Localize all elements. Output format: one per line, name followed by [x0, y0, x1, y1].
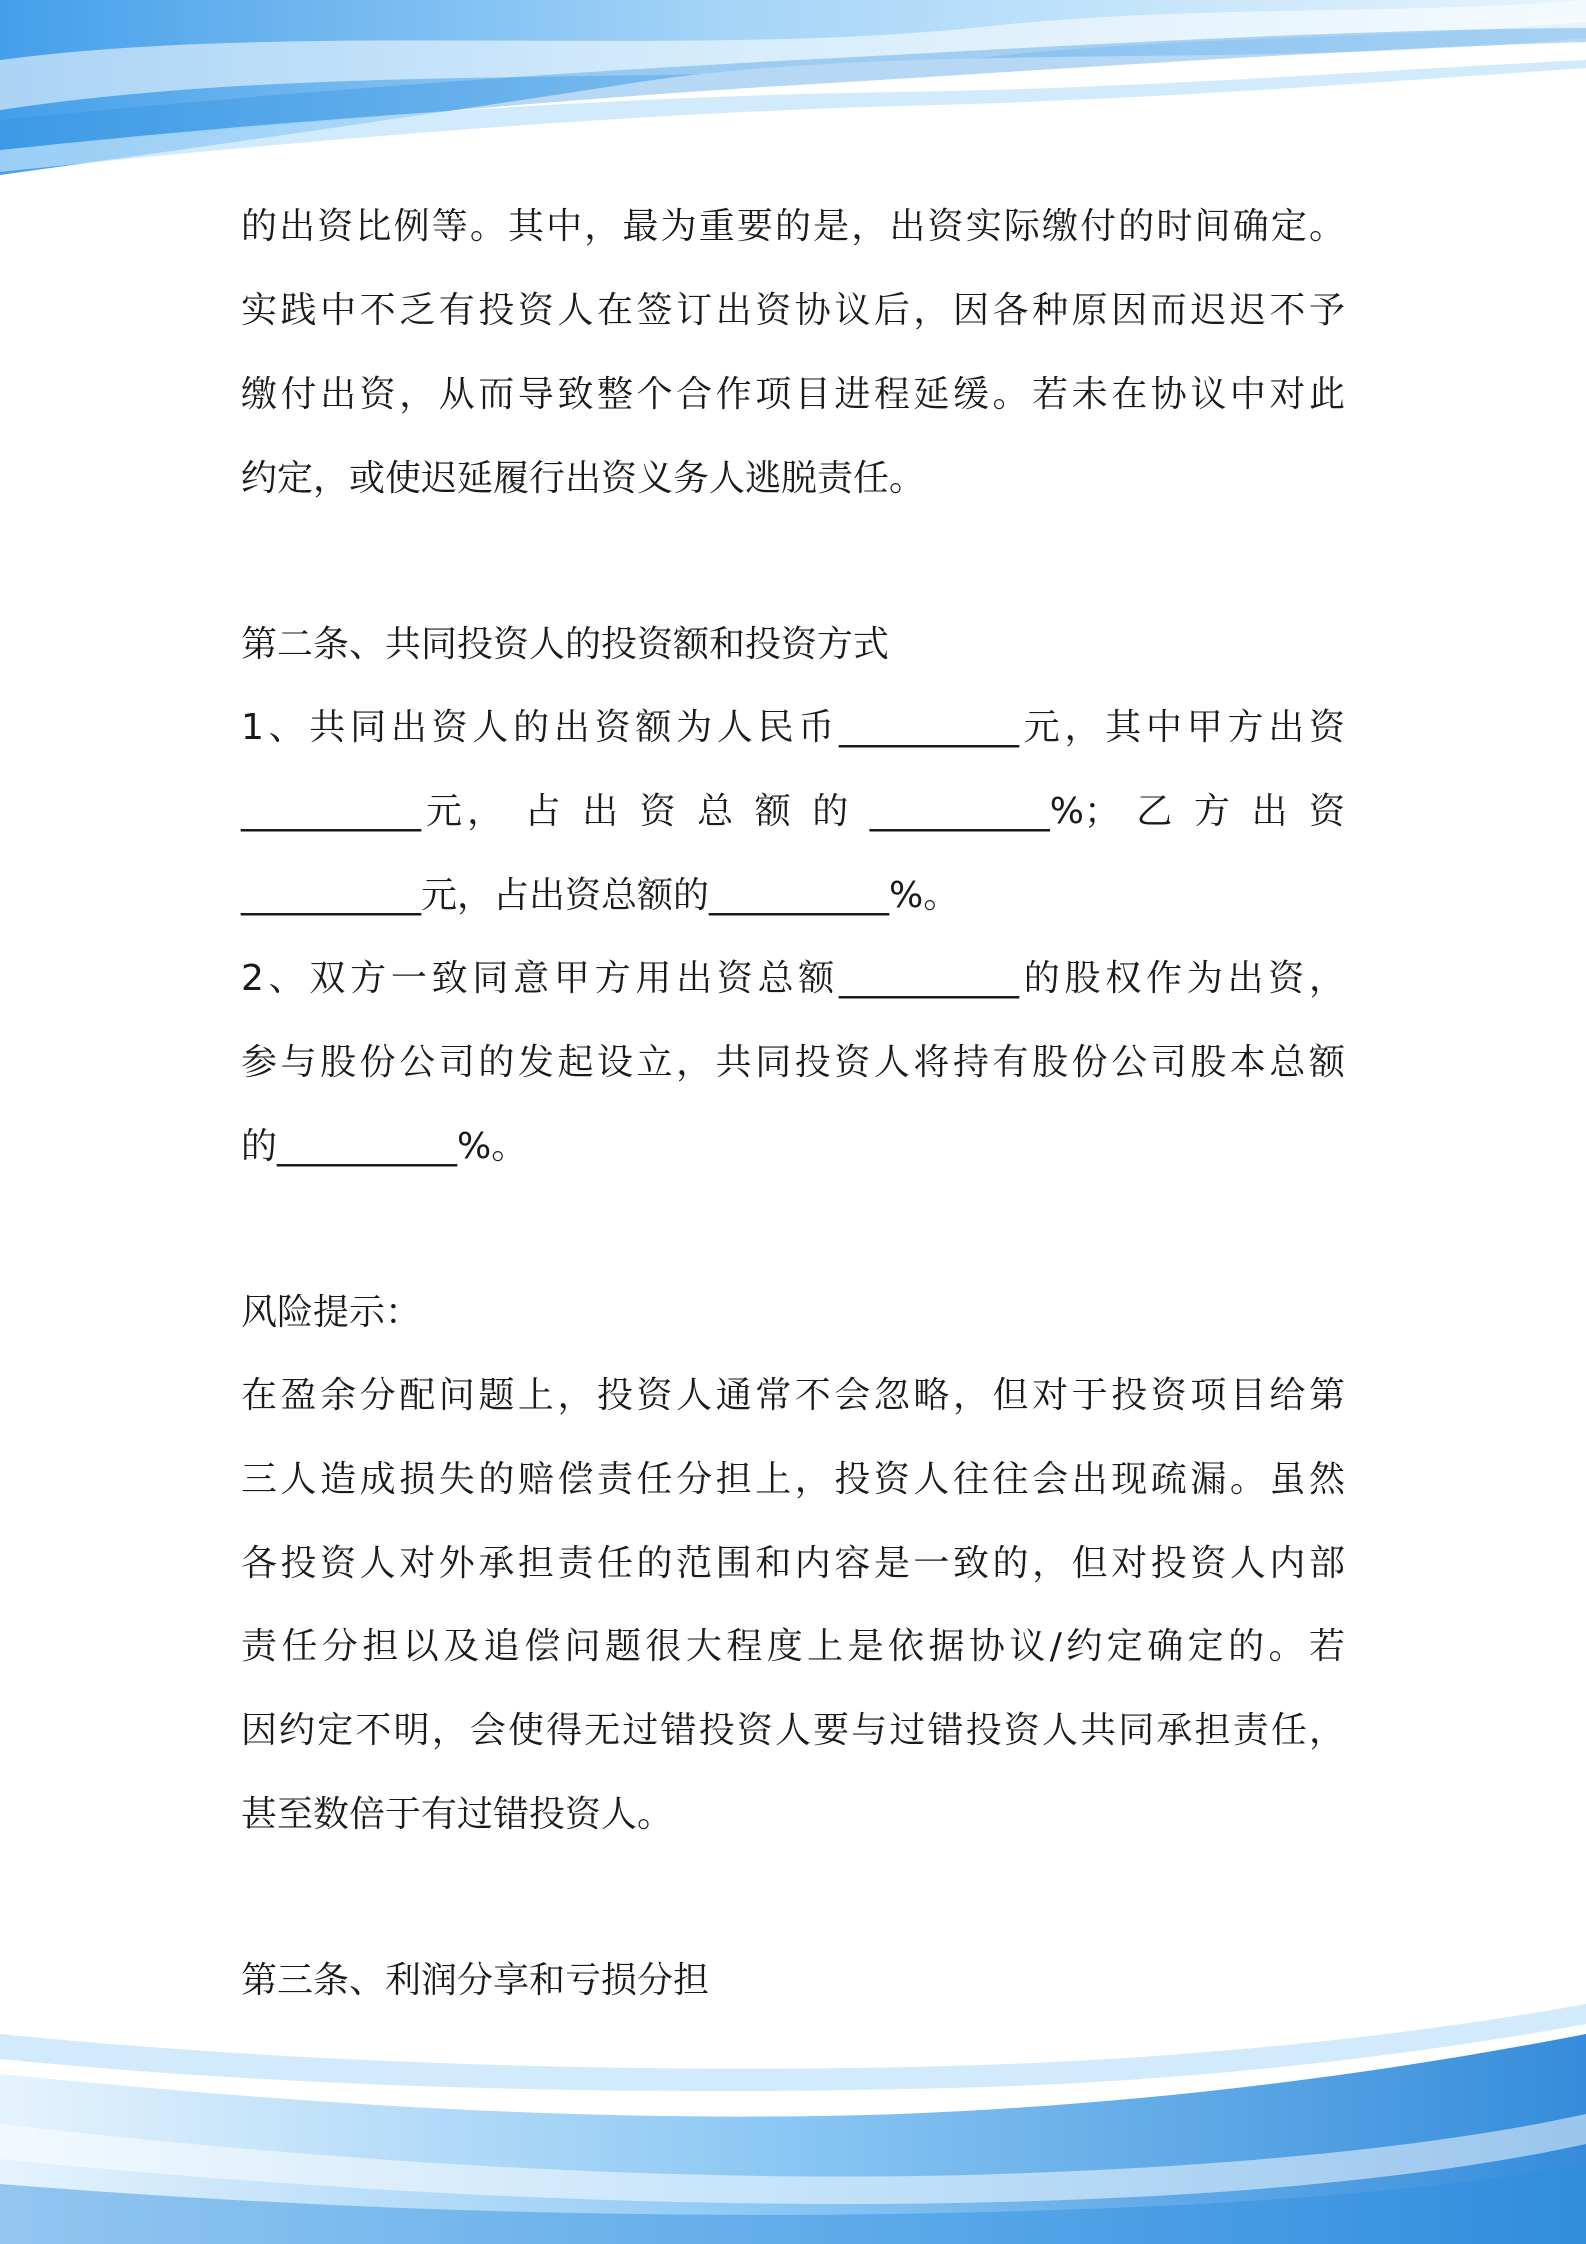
article-2-line: __________元，占出资总额的__________%。 [241, 875, 960, 916]
risk-line: 甚至数倍于有过错投资人。 [241, 1794, 674, 1835]
article-2-heading: 第二条、共同投资人的投资额和投资方式 [241, 624, 890, 665]
paragraph-line: 缴付出资，从而导致整个合作项目进程延缓。若未在协议中对此 [241, 374, 1345, 415]
header-wave-decoration [0, 0, 1586, 190]
article-2-line: 的__________%。 [241, 1126, 528, 1167]
risk-line: 三人造成损失的赔偿责任分担上，投资人往往会出现疏漏。虽然 [241, 1459, 1345, 1500]
risk-line: 在盈余分配问题上，投资人通常不会忽略，但对于投资项目给第 [241, 1375, 1345, 1416]
paragraph-line: 实践中不乏有投资人在签订出资协议后，因各种原因而迟迟不予 [241, 290, 1345, 331]
article-3-heading: 第三条、利润分享和亏损分担 [241, 1960, 710, 2001]
risk-heading: 风险提示： [241, 1292, 422, 1333]
risk-line: 责任分担以及追偿问题很大程度上是依据协议/约定确定的。若 [241, 1626, 1345, 1667]
risk-line: 因约定不明，会使得无过错投资人要与过错投资人共同承担责任， [241, 1710, 1345, 1751]
footer-wave-decoration [0, 1954, 1586, 2244]
article-2-line: 2、双方一致同意甲方用出资总额__________的股权作为出资， [241, 958, 1345, 999]
paragraph-line: 的出资比例等。其中，最为重要的是，出资实际缴付的时间确定。 [241, 206, 1345, 247]
article-2-line: 1、共同出资人的出资额为人民币__________元，其中甲方出资 [241, 707, 1345, 748]
article-2-line: __________元， 占 出 资 总 额 的 __________%； 乙 方 出 资 [241, 791, 1345, 832]
paragraph-line: 约定，或使迟延履行出资义务人逃脱责任。 [241, 458, 926, 499]
risk-line: 各投资人对外承担责任的范围和内容是一致的，但对投资人内部 [241, 1543, 1345, 1584]
article-2-line: 参与股份公司的发起设立，共同投资人将持有股份公司股本总额 [241, 1042, 1345, 1083]
